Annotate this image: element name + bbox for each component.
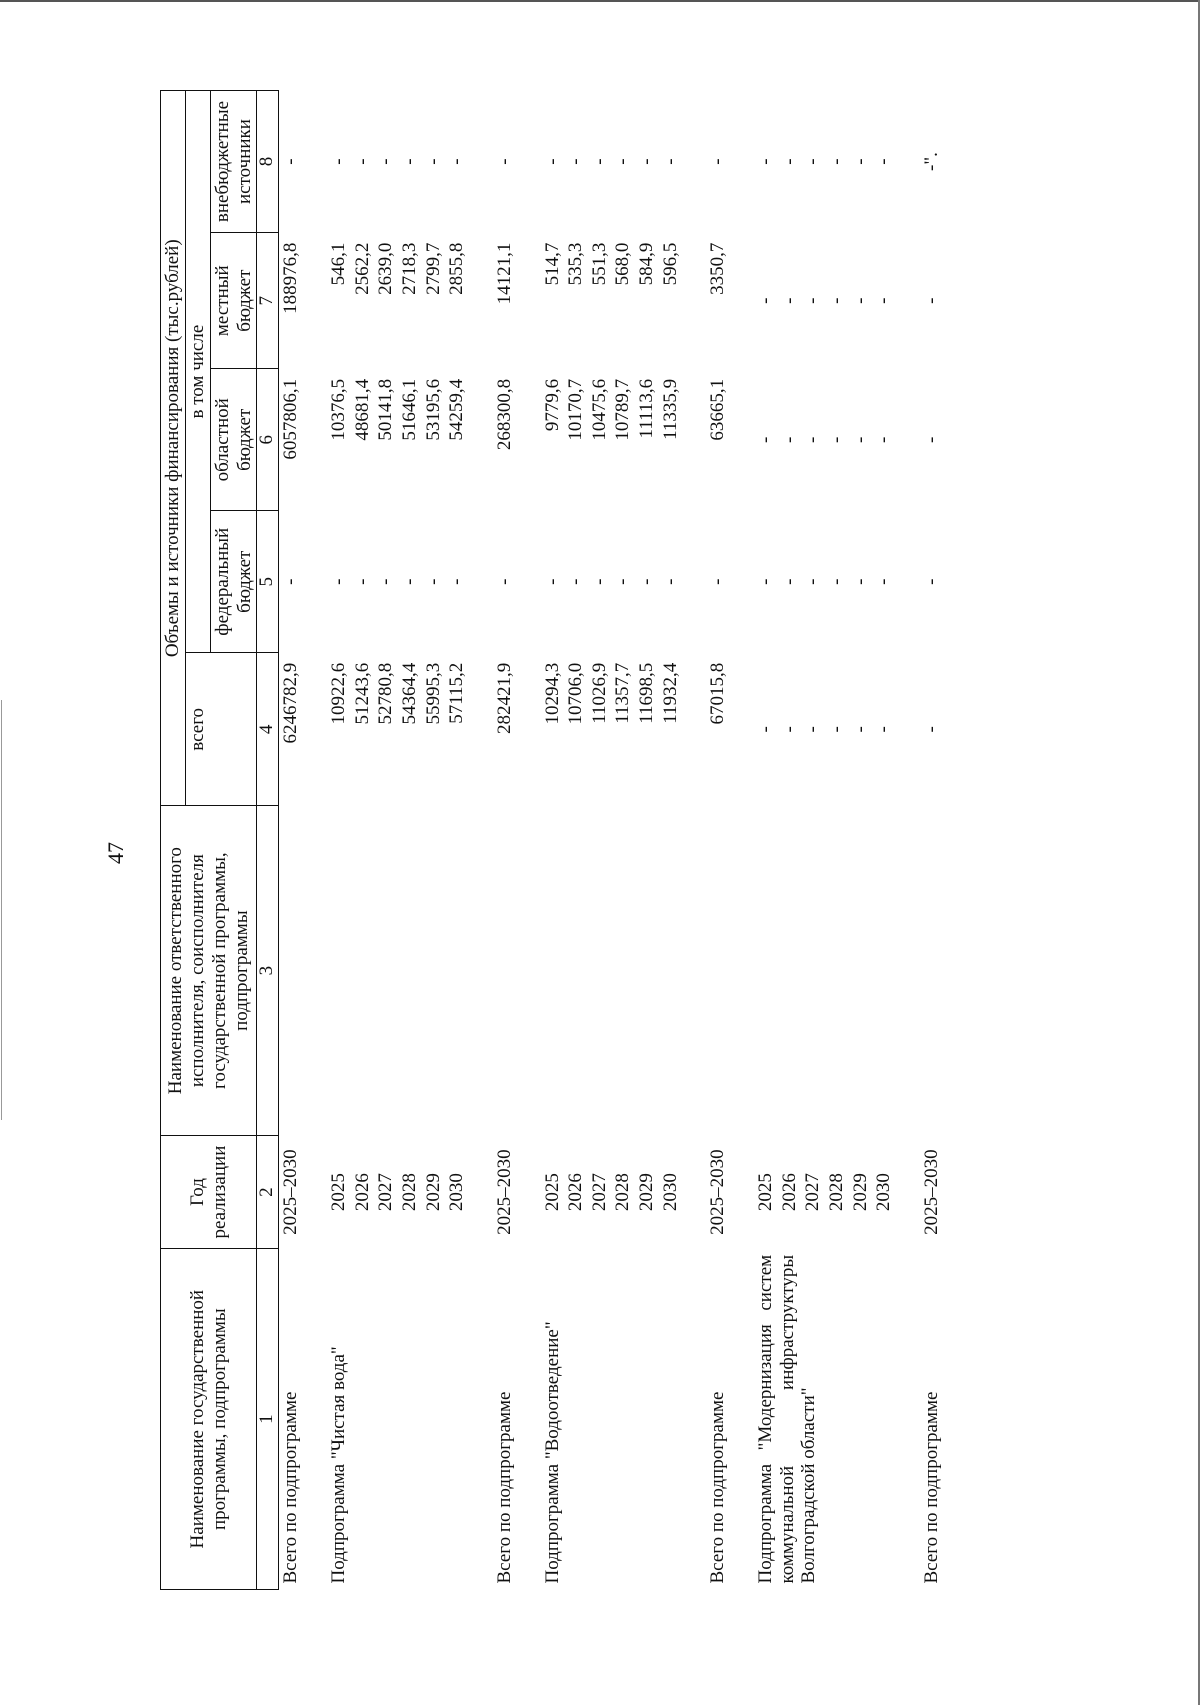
cell-total: 54364,4 [398, 662, 420, 725]
cell-year: 2029 [422, 1173, 444, 1212]
cell-federal: - [493, 578, 515, 585]
scan-edge-top [0, 0, 1200, 2]
col-number: 1 [257, 1249, 279, 1590]
cell-federal: - [707, 578, 729, 585]
cell-total: 67015,8 [707, 662, 729, 725]
cell-local: 535,3 [565, 242, 587, 286]
cell-federal: - [280, 578, 302, 585]
cell-executor [801, 806, 825, 1135]
table-body [279, 91, 944, 1590]
cell-regional: 6057806,1 [280, 378, 302, 460]
cell-federal: - [398, 578, 420, 585]
cell-local: - [802, 297, 824, 304]
spacer-row [517, 91, 541, 1590]
cell-executor [778, 806, 802, 1135]
header-executor: Наименование ответственного исполнителя, соисполнителя государственной программы, подпрограммы [161, 806, 257, 1135]
cell-year: 2028 [612, 1173, 634, 1212]
cell-federal: - [755, 578, 777, 585]
cell-extra: - [375, 158, 397, 165]
cell-extra: - [755, 158, 777, 165]
cell-regional: 11113,6 [636, 378, 658, 439]
cell-local: 514,7 [541, 242, 563, 286]
total-label: Всего по подпрограмме [707, 1391, 729, 1584]
cell-regional: 11335,9 [659, 378, 681, 440]
header-funding: Объемы и источники финансирования (тыс.рублей) [161, 91, 186, 807]
cell-federal: - [826, 578, 848, 585]
cell-regional: 54259,4 [446, 378, 468, 441]
cell-extra: - [280, 158, 302, 165]
spacer-row [682, 91, 706, 1590]
cell-local: 14121,1 [493, 242, 515, 305]
cell-executor [541, 806, 565, 1135]
col-number: 5 [257, 511, 279, 653]
cell-extra: - [398, 158, 420, 165]
cell-local: 596,5 [659, 242, 681, 286]
cell-executor [374, 806, 398, 1135]
cell-year: 2025–2030 [921, 1149, 943, 1235]
col-number: 6 [257, 369, 279, 511]
cell-year: 2026 [778, 1173, 800, 1212]
cell-extra: - [446, 158, 468, 165]
cell-regional: 53195,6 [422, 378, 444, 441]
cell-year: 2025 [541, 1173, 563, 1212]
cell-extra: - [565, 158, 587, 165]
cell-executor [659, 806, 683, 1135]
cell-year: 2025–2030 [493, 1149, 515, 1235]
cell-year: 2028 [398, 1173, 420, 1212]
cell-executor [872, 806, 896, 1135]
cell-extra: - [493, 158, 515, 165]
subprogram-total-row [920, 91, 944, 1590]
cell-total: 57115,2 [446, 662, 468, 724]
cell-local: 188976,8 [280, 242, 302, 314]
scan-edge-left [1, 700, 2, 1120]
cell-federal: - [422, 578, 444, 585]
cell-executor [825, 806, 849, 1135]
cell-federal: - [541, 578, 563, 585]
cell-year: 2029 [849, 1173, 871, 1212]
cell-extra: - [351, 158, 373, 165]
col-number: 2 [257, 1135, 279, 1249]
header-total: всего [185, 653, 257, 806]
cell-regional: 10789,7 [612, 378, 634, 441]
cell-local: 3350,7 [707, 242, 729, 295]
header-regional: областной бюджет [210, 369, 257, 511]
cell-executor [351, 806, 375, 1135]
cell-regional: - [921, 436, 943, 443]
cell-extra: - [873, 158, 895, 165]
cell-local: 2799,7 [422, 242, 444, 295]
cell-extra: - [659, 158, 681, 165]
header-federal: федеральный бюджет [210, 511, 257, 653]
cell-federal: - [921, 578, 943, 585]
cell-regional: 51646,1 [398, 378, 420, 441]
cell-year: 2029 [636, 1173, 658, 1212]
header-extra: внебюджетные источники [210, 91, 257, 233]
cell-regional: 10475,6 [588, 378, 610, 441]
cell-local: 584,9 [636, 242, 658, 286]
cell-executor [279, 806, 303, 1135]
cell-regional: 10170,7 [565, 378, 587, 441]
total-label: Всего по подпрограмме [280, 1391, 302, 1584]
cell-total: 11698,5 [636, 662, 658, 724]
cell-federal: - [849, 578, 871, 585]
cell-federal: - [327, 578, 349, 585]
cell-year: 2030 [873, 1173, 895, 1212]
cell-federal: - [588, 578, 610, 585]
cell-local: 2718,3 [398, 242, 420, 295]
subprogram-name: Подпрограмма "Чистая вода" [327, 1346, 349, 1584]
cell-local: - [921, 297, 943, 304]
cell-executor [493, 806, 517, 1135]
cell-executor [611, 806, 635, 1135]
financing-table [160, 90, 944, 1590]
cell-total: - [921, 726, 943, 733]
table-row [541, 91, 565, 1590]
cell-regional: 63665,1 [707, 378, 729, 441]
cell-federal: - [636, 578, 658, 585]
cell-total: 11026,9 [588, 662, 610, 724]
subprogram-total-row [706, 91, 730, 1590]
cell-federal: - [778, 578, 800, 585]
cell-executor [706, 806, 730, 1135]
subprogram-name: Подпрограмма "Модернизация систем коммунальной инфраструктуры Волгоградской области" [755, 1254, 820, 1584]
cell-local: - [849, 297, 871, 304]
cell-executor [422, 806, 446, 1135]
cell-extra: - [588, 158, 610, 165]
table-row [327, 91, 351, 1590]
cell-year: 2027 [802, 1173, 824, 1212]
cell-federal: - [612, 578, 634, 585]
cell-local: - [873, 297, 895, 304]
page-number: 47 [103, 842, 128, 864]
cell-local: 2562,2 [351, 242, 373, 295]
subprogram-total-row [279, 91, 303, 1590]
cell-year: 2027 [375, 1173, 397, 1212]
cell-year: 2030 [446, 1173, 468, 1212]
cell-total: 10922,6 [327, 662, 349, 725]
cell-total: 11932,4 [659, 662, 681, 724]
header-local: местный бюджет [210, 233, 257, 369]
cell-total: - [826, 726, 848, 733]
spacer-row [896, 91, 920, 1590]
header-year: Год реализации [161, 1135, 257, 1249]
col-number: 7 [257, 233, 279, 369]
cell-regional: - [802, 436, 824, 443]
cell-total: - [755, 726, 777, 733]
cell-executor [327, 806, 351, 1135]
cell-local: - [826, 297, 848, 304]
cell-total: 55995,3 [422, 662, 444, 725]
cell-executor [445, 806, 469, 1135]
cell-executor [849, 806, 873, 1135]
cell-local: - [755, 297, 777, 304]
cell-regional: - [826, 436, 848, 443]
cell-extra: - [802, 158, 824, 165]
cell-regional: - [873, 436, 895, 443]
spacer-row [730, 91, 754, 1590]
cell-total: 282421,9 [493, 662, 515, 734]
cell-federal: - [375, 578, 397, 585]
col-number: 4 [257, 653, 279, 806]
cell-total: - [849, 726, 871, 733]
cell-extra: - [707, 158, 729, 165]
header-program-name: Наименование государственной программы, подпрограммы [161, 1249, 257, 1590]
table-header [161, 91, 279, 1590]
cell-regional: 268300,8 [493, 378, 515, 451]
total-label: Всего по подпрограмме [921, 1391, 943, 1584]
cell-extra: - [778, 158, 800, 165]
cell-federal: - [659, 578, 681, 585]
cell-year: 2025 [327, 1173, 349, 1212]
spacer-row [303, 91, 327, 1590]
cell-total: - [802, 726, 824, 733]
cell-total: 10706,0 [565, 662, 587, 725]
cell-year: 2026 [351, 1173, 373, 1212]
cell-federal: - [351, 578, 373, 585]
cell-federal: - [446, 578, 468, 585]
cell-regional: 10376,5 [327, 378, 349, 441]
col-number: 8 [257, 91, 279, 233]
cell-executor [564, 806, 588, 1135]
cell-year: 2025 [755, 1173, 777, 1212]
cell-regional: - [755, 436, 777, 443]
cell-regional: 9779,6 [541, 378, 563, 432]
cell-total: 51243,6 [351, 662, 373, 725]
cell-extra: - [422, 158, 444, 165]
total-label: Всего по подпрограмме [493, 1391, 515, 1584]
cell-executor [588, 806, 612, 1135]
cell-extra: - [327, 158, 349, 165]
cell-year: 2030 [659, 1173, 681, 1212]
col-number: 3 [257, 806, 279, 1135]
spacer-row [469, 91, 493, 1590]
cell-total: 10294,3 [541, 662, 563, 725]
cell-local: 2855,8 [446, 242, 468, 295]
cell-local: 2639,0 [375, 242, 397, 295]
cell-year: 2026 [565, 1173, 587, 1212]
cell-regional: 48681,4 [351, 378, 373, 441]
subprogram-total-row [493, 91, 517, 1590]
rotated-table-container [160, 90, 1200, 1590]
cell-executor [920, 806, 944, 1135]
cell-local: 551,3 [588, 242, 610, 286]
cell-year: 2027 [588, 1173, 610, 1212]
cell-year: 2025–2030 [280, 1149, 302, 1235]
cell-year: 2025–2030 [707, 1149, 729, 1235]
cell-regional: 50141,8 [375, 378, 397, 441]
cell-total: 11357,7 [612, 662, 634, 724]
cell-extra: - [849, 158, 871, 165]
cell-local: 568,0 [612, 242, 634, 286]
cell-executor [635, 806, 659, 1135]
cell-federal: - [873, 578, 895, 585]
cell-total: - [873, 726, 895, 733]
cell-executor [398, 806, 422, 1135]
table-row [754, 91, 778, 1590]
cell-extra: - [541, 158, 563, 165]
cell-extra: - [636, 158, 658, 165]
cell-local: 546,1 [327, 242, 349, 286]
cell-total: - [778, 726, 800, 733]
cell-regional: - [849, 436, 871, 443]
cell-year: 2028 [826, 1173, 848, 1212]
cell-federal: - [565, 578, 587, 585]
cell-local: - [778, 297, 800, 304]
subprogram-name: Подпрограмма "Водоотведение" [541, 1321, 563, 1584]
cell-extra: - [612, 158, 634, 165]
cell-total: 6246782,9 [280, 662, 302, 744]
cell-extra: -". [921, 152, 943, 171]
cell-extra: - [826, 158, 848, 165]
cell-federal: - [802, 578, 824, 585]
cell-total: 52780,8 [375, 662, 397, 725]
cell-regional: - [778, 436, 800, 443]
cell-executor [754, 806, 778, 1135]
header-including: в том числе [185, 91, 210, 653]
